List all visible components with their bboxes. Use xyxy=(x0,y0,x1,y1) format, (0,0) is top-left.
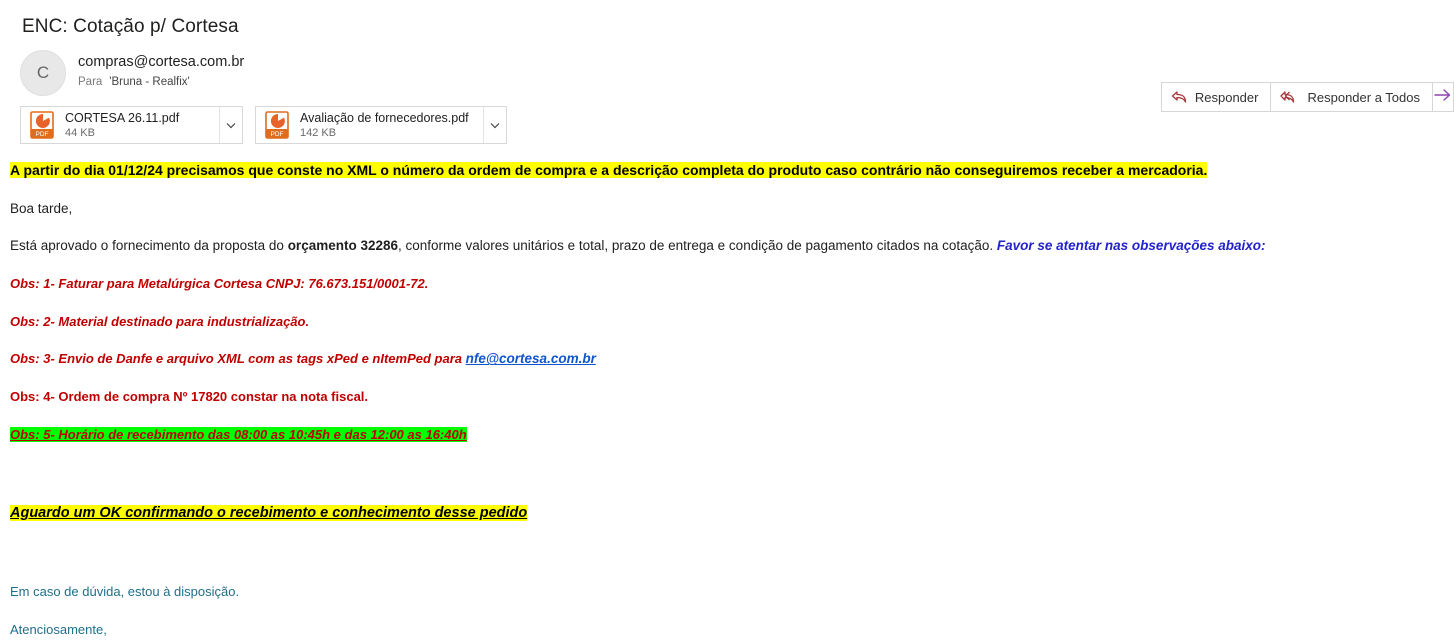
email-header xyxy=(0,38,1454,105)
body-approval xyxy=(10,236,1444,256)
attachment-text xyxy=(65,111,219,140)
avatar: C xyxy=(20,50,66,96)
body-closing-1 xyxy=(10,582,1444,602)
obs2-text: Obs: 2- Material destinado para industrialização. xyxy=(10,313,310,329)
reply-icon xyxy=(1171,90,1188,104)
confirmation-text: Aguardo um OK confirmando o recebimento e conhecimento desse pedido xyxy=(10,504,528,521)
attachment-size: 142 KB xyxy=(300,126,337,139)
attachment-name: Avaliação de fornecedores.pdf xyxy=(300,110,469,125)
obs4-text: Obs: 4- Ordem de compra Nº 17820 constar na nota fiscal. xyxy=(10,389,369,405)
forward-arrow-icon xyxy=(1434,88,1452,107)
pdf-file-icon xyxy=(264,111,292,139)
forward-button[interactable] xyxy=(1432,82,1454,112)
reply-all-button-label: Responder a Todos xyxy=(1307,89,1420,105)
email-body xyxy=(0,144,1454,640)
body-spacer xyxy=(10,463,1444,503)
attachment-chevron-down-icon[interactable] xyxy=(483,107,506,143)
notice-text: A partir do dia 01/12/24 precisamos que conste no XML o número da ordem de compra e a descrição completa do produto caso contrário não conseguiremos receber a mercadoria. xyxy=(10,162,1208,178)
email-subject: ENC: Cotação p/ Cortesa xyxy=(22,16,239,37)
reply-action-bar xyxy=(1161,82,1454,112)
svg-text:PDF: PDF xyxy=(35,131,49,138)
reply-button[interactable] xyxy=(1161,82,1272,112)
body-greeting: Boa tarde, xyxy=(10,200,73,216)
obs1-text: Obs: 1- Faturar para Metalúrgica Cortesa CNPJ: 76.673.151/0001-72. xyxy=(10,275,429,291)
sender-email[interactable]: compras@cortesa.com.br xyxy=(78,54,245,70)
reply-all-icon xyxy=(1280,90,1300,104)
to-recipient[interactable]: 'Bruna - Realfix' xyxy=(109,76,190,88)
body-closing-2 xyxy=(10,620,1444,640)
approval-note: Favor se atentar nas observações abaixo: xyxy=(996,238,1266,254)
body-obs-3 xyxy=(10,349,1444,369)
approval-part2: , conforme valores unitários e total, prazo de entrega e condição de pagamento citados na cotação. xyxy=(398,238,997,254)
pdf-file-icon xyxy=(29,111,57,139)
attachment-text xyxy=(300,111,483,140)
body-obs-2 xyxy=(10,312,1444,332)
svg-text:PDF: PDF xyxy=(270,131,284,138)
attachment-chevron-down-icon[interactable] xyxy=(219,107,242,143)
closing1-text: Em caso de dúvida, estou à disposição. xyxy=(10,583,240,599)
body-notice xyxy=(10,160,1444,181)
closing2-text: Atenciosamente, xyxy=(10,621,107,637)
obs3-text: Obs: 3- Envio de Danfe e arquivo XML com as tags xPed e nItemPed para xyxy=(10,351,466,367)
attachment-name: CORTESA 26.11.pdf xyxy=(65,110,180,125)
body-spacer-2 xyxy=(10,542,1444,582)
sender-block xyxy=(78,50,244,89)
body-obs-1 xyxy=(10,274,1444,294)
approval-order-number: orçamento 32286 xyxy=(287,238,398,254)
attachment-item[interactable] xyxy=(255,106,507,144)
recipients-line xyxy=(78,75,244,89)
nfe-email-link[interactable]: nfe@cortesa.com.br xyxy=(465,351,596,367)
body-confirmation xyxy=(10,503,1444,524)
body-obs-4 xyxy=(10,387,1444,407)
obs5-text: Obs: 5- Horário de recebimento das 08:00 as 10:45h e das 12:00 as 16:40h xyxy=(10,427,467,443)
reply-all-button[interactable] xyxy=(1270,82,1433,112)
reply-button-label: Responder xyxy=(1194,89,1259,105)
attachment-size: 44 KB xyxy=(65,126,95,139)
attachment-item[interactable] xyxy=(20,106,243,144)
body-obs-5 xyxy=(10,425,1444,445)
to-label: Para xyxy=(78,76,103,88)
approval-part1: Está aprovado o fornecimento da proposta do xyxy=(10,238,288,254)
